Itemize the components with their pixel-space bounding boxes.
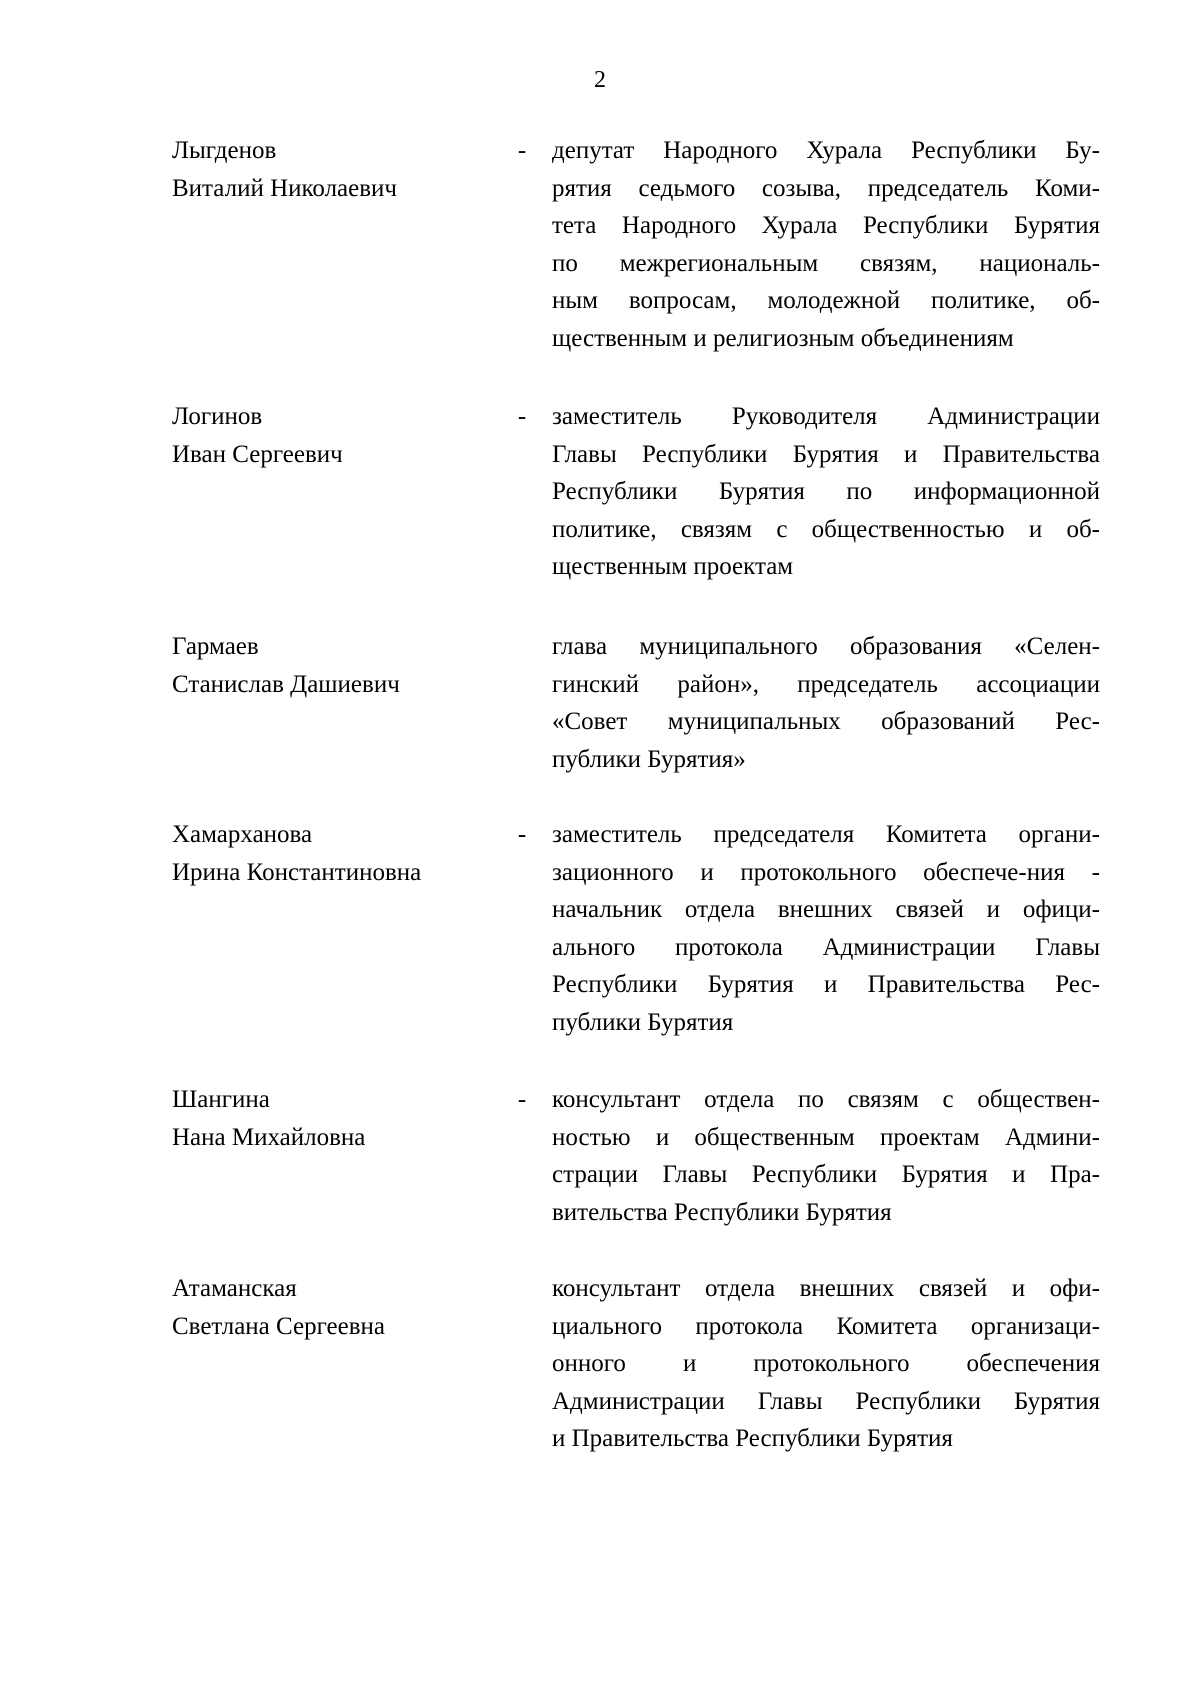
member-surname: Атаманская xyxy=(172,1275,297,1302)
member-name xyxy=(172,1081,502,1156)
position-line: публики Бурятия xyxy=(552,1008,734,1036)
member-position xyxy=(552,1081,1100,1231)
position-line: рятия седьмого созыва, председатель Коми- xyxy=(552,174,1100,202)
member-name xyxy=(172,1270,502,1345)
position-line: циального протокола Комитета организаци- xyxy=(552,1312,1100,1340)
member-name xyxy=(172,816,502,891)
position-line: зационного и протокольного обеспече-ния - xyxy=(552,858,1100,886)
position-line: Администрации Главы Республики Бурятия xyxy=(552,1387,1100,1415)
position-line: ным вопросам, молодежной политике, об- xyxy=(552,287,1100,314)
member-name xyxy=(172,132,502,207)
member-position xyxy=(552,628,1100,778)
position-line: консультант отдела внешних связей и офи- xyxy=(552,1275,1100,1302)
member-position xyxy=(552,398,1100,586)
position-line: заместитель председателя Комитета органи- xyxy=(552,821,1100,848)
member-position xyxy=(552,1270,1100,1458)
position-line: гинский район», председатель ассоциации xyxy=(552,670,1100,698)
position-line: депутат Народного Хурала Республики Бу- xyxy=(552,137,1100,164)
member-given-names: Светлана Сергеевна xyxy=(172,1312,386,1340)
position-line: страции Главы Республики Бурятия и Пра- xyxy=(552,1161,1100,1188)
position-line: щественным и религиозным объединениям xyxy=(552,324,1014,352)
position-line: по межрегиональным связям, националь- xyxy=(552,249,1100,277)
position-line: Республики Бурятия и Правительства Рес- xyxy=(552,971,1100,998)
position-line: Главы Республики Бурятия и Правительства xyxy=(552,440,1100,468)
member-name xyxy=(172,398,502,473)
page-number: 2 xyxy=(594,67,606,93)
member-given-names: Виталий Николаевич xyxy=(172,174,397,202)
position-line: тета Народного Хурала Республики Бурятия xyxy=(552,212,1100,239)
position-line: щественным проектам xyxy=(552,553,794,580)
position-line: начальник отдела внешних связей и офици- xyxy=(552,896,1100,923)
member-given-names: Иван Сергеевич xyxy=(172,440,343,468)
member-surname: Логинов xyxy=(172,403,263,430)
position-line: политике, связям с общественностью и об- xyxy=(552,515,1100,543)
position-line: «Совет муниципальных образований Рес- xyxy=(552,708,1100,735)
position-line: и Правительства Республики Бурятия xyxy=(552,1425,953,1452)
member-position xyxy=(552,132,1100,357)
member-name xyxy=(172,628,502,703)
dash-separator: - xyxy=(517,821,527,848)
position-line: онного и протокольного обеспечения xyxy=(552,1350,1100,1377)
position-line: консультант отдела по связям с обществен- xyxy=(552,1086,1100,1113)
member-position xyxy=(552,816,1100,1041)
dash-separator: - xyxy=(517,137,527,164)
dash-separator: - xyxy=(517,1086,527,1113)
member-given-names: Станислав Дашиевич xyxy=(172,670,400,698)
member-surname: Гармаев xyxy=(172,633,259,660)
position-line: публики Бурятия» xyxy=(552,745,746,773)
position-line: ностью и общественным проектам Админи- xyxy=(552,1123,1100,1151)
position-line: глава муниципального образования «Селен- xyxy=(552,633,1100,660)
member-surname: Шангина xyxy=(172,1086,270,1113)
position-line: ального протокола Администрации Главы xyxy=(552,933,1100,961)
member-surname: Хамарханова xyxy=(172,821,313,848)
position-line: Республики Бурятия по информационной xyxy=(552,478,1100,505)
member-surname: Лыгденов xyxy=(172,137,277,164)
position-line: вительства Республики Бурятия xyxy=(552,1198,892,1226)
member-given-names: Ирина Константиновна xyxy=(172,858,422,886)
position-line: заместитель Руководителя Администрации xyxy=(552,403,1100,430)
member-given-names: Нана Михайловна xyxy=(172,1123,366,1151)
dash-separator: - xyxy=(517,403,527,430)
